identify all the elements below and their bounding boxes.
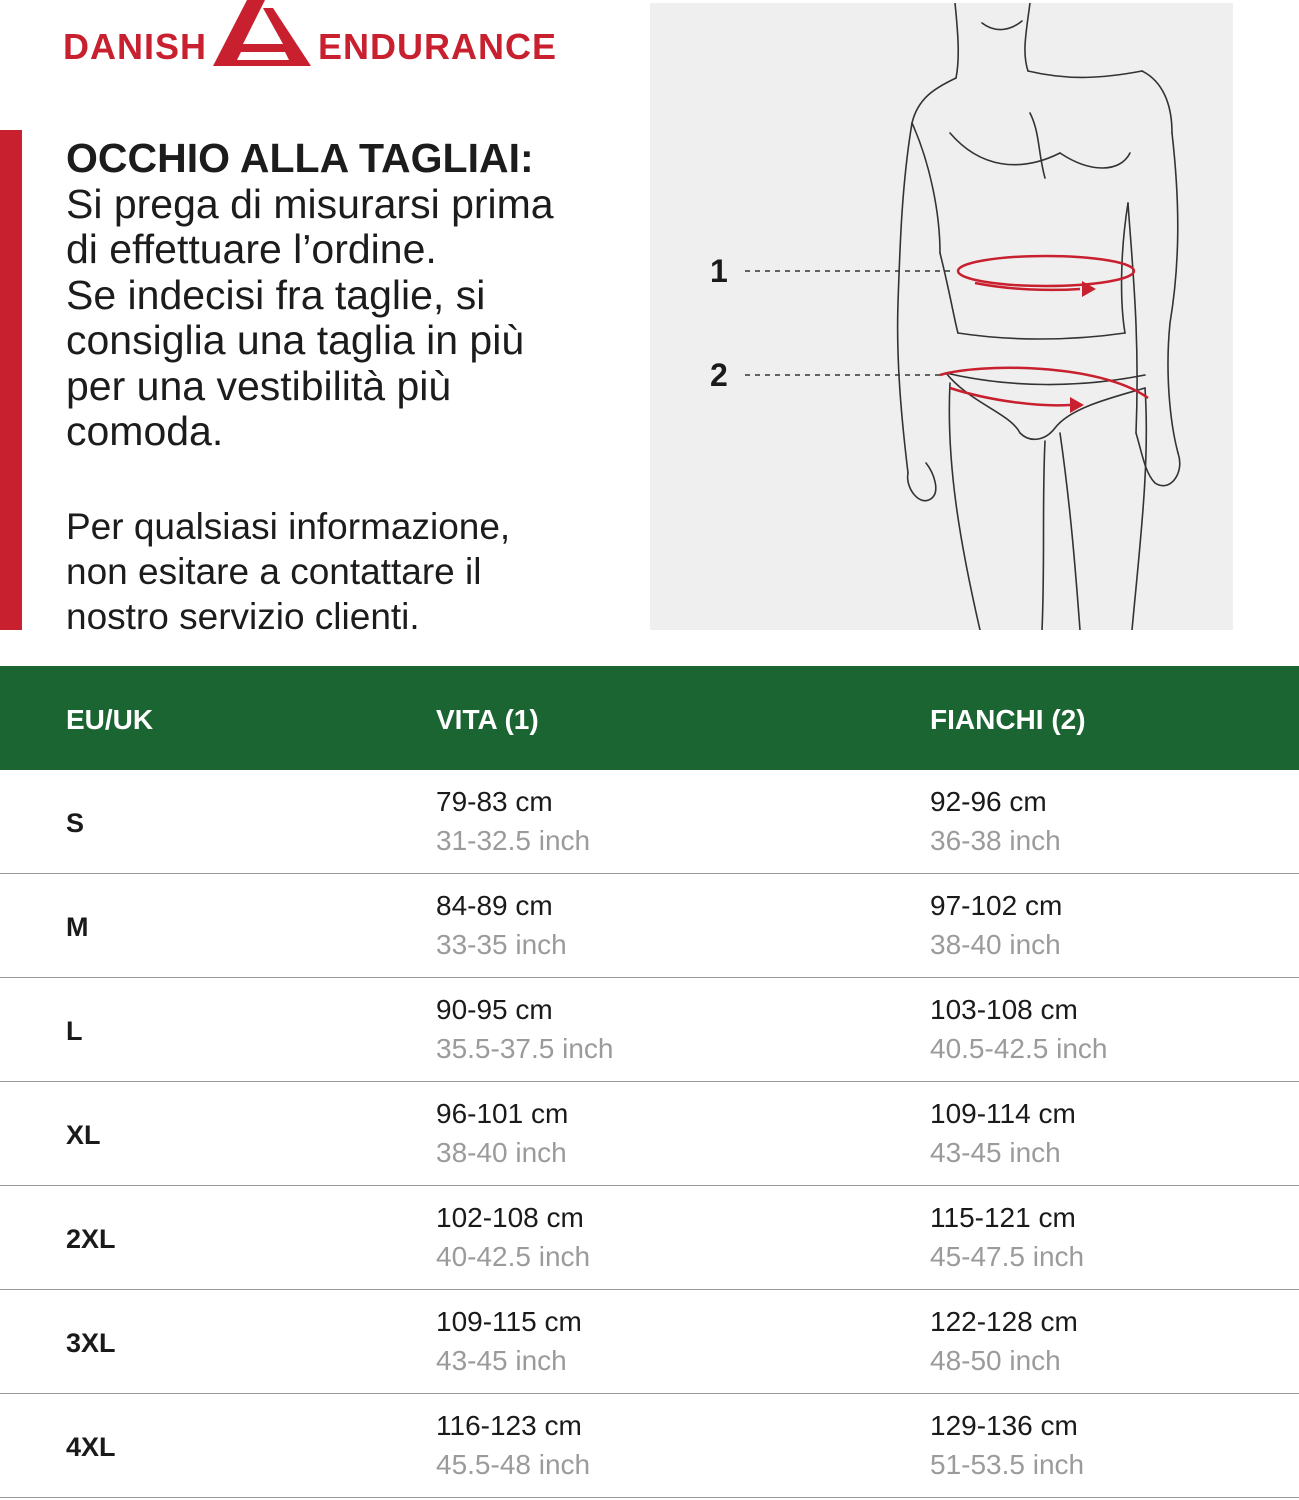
size-label: 3XL: [66, 1328, 116, 1358]
waist-cm: 79-83 cm: [436, 786, 553, 817]
intro-heading: OCCHIO ALLA TAGLIAI:: [66, 135, 534, 181]
hips-inch: 45-47.5 inch: [930, 1241, 1085, 1272]
size-label: L: [66, 1016, 83, 1046]
contact-line: non esitare a contattare il: [66, 551, 482, 592]
hips-inch: 36-38 inch: [930, 825, 1061, 856]
waist-inch: 38-40 inch: [436, 1137, 567, 1168]
waist-inch: 33-35 inch: [436, 929, 567, 960]
intro-line: Si prega di misurarsi prima: [66, 180, 554, 227]
table-row: [0, 1394, 1299, 1498]
table-row: [0, 1082, 1299, 1186]
intro-line: per una vestibilità più: [66, 362, 452, 409]
size-label: XL: [66, 1120, 101, 1150]
waist-cm: 109-115 cm: [436, 1306, 582, 1337]
brand-mountain-icon: [213, 0, 313, 70]
table-row: [0, 874, 1299, 978]
body-measurement-illustration: [650, 3, 1233, 630]
header-waist: VITA (1): [436, 704, 539, 735]
waist-cm: 84-89 cm: [436, 890, 553, 921]
table-row: [0, 1290, 1299, 1394]
intro-line: comoda.: [66, 408, 224, 454]
size-table: [0, 666, 1299, 1498]
table-row: [0, 1186, 1299, 1290]
table-row: [0, 978, 1299, 1082]
hips-cm: 97-102 cm: [930, 890, 1063, 921]
intro-line: Se indecisi fra taglie, si: [66, 271, 486, 318]
intro-line: consiglia una taglia in più: [66, 317, 525, 363]
table-header: [0, 666, 1299, 770]
waist-inch: 35.5-37.5 inch: [436, 1033, 614, 1064]
size-label: 4XL: [66, 1432, 116, 1462]
waist-inch: 31-32.5 inch: [436, 825, 591, 856]
brand-logo: [63, 0, 583, 72]
waist-inch: 43-45 inch: [436, 1345, 567, 1376]
waist-cm: 102-108 cm: [436, 1202, 584, 1233]
accent-bar: [0, 130, 22, 630]
waist-cm: 116-123 cm: [436, 1410, 582, 1441]
hips-cm: 122-128 cm: [930, 1306, 1078, 1337]
hip-marker: 2: [710, 357, 728, 393]
intro-line: di effettuare l’ordine.: [66, 226, 437, 272]
intro-text: [66, 136, 646, 455]
hips-inch: 40.5-42.5 inch: [930, 1033, 1108, 1064]
size-label: S: [66, 808, 85, 838]
hips-inch: 43-45 inch: [930, 1137, 1061, 1168]
waist-inch: 45.5-48 inch: [436, 1449, 591, 1480]
hips-inch: 48-50 inch: [930, 1345, 1061, 1376]
table-row: [0, 770, 1299, 874]
hips-inch: 51-53.5 inch: [930, 1449, 1085, 1480]
size-label: M: [66, 912, 89, 942]
hips-cm: 115-121 cm: [930, 1202, 1076, 1233]
hips-inch: 38-40 inch: [930, 929, 1061, 960]
waist-marker: 1: [710, 253, 728, 289]
contact-line: nostro servizio clienti.: [66, 596, 420, 637]
hips-cm: 109-114 cm: [930, 1098, 1076, 1129]
header-hips: FIANCHI (2): [930, 704, 1086, 735]
hips-cm: 92-96 cm: [930, 786, 1047, 817]
brand-word-left: DANISH: [63, 26, 208, 67]
waist-inch: 40-42.5 inch: [436, 1241, 591, 1272]
header-size: EU/UK: [66, 704, 154, 735]
body-outline-icon: [650, 3, 1233, 630]
contact-line: Per qualsiasi informazione,: [66, 506, 511, 547]
waist-cm: 90-95 cm: [436, 994, 553, 1025]
brand-word-right: ENDURANCE: [318, 26, 558, 67]
hips-cm: 129-136 cm: [930, 1410, 1078, 1441]
contact-text: [66, 504, 626, 639]
size-label: 2XL: [66, 1224, 116, 1254]
waist-cm: 96-101 cm: [436, 1098, 569, 1129]
hips-cm: 103-108 cm: [930, 994, 1078, 1025]
